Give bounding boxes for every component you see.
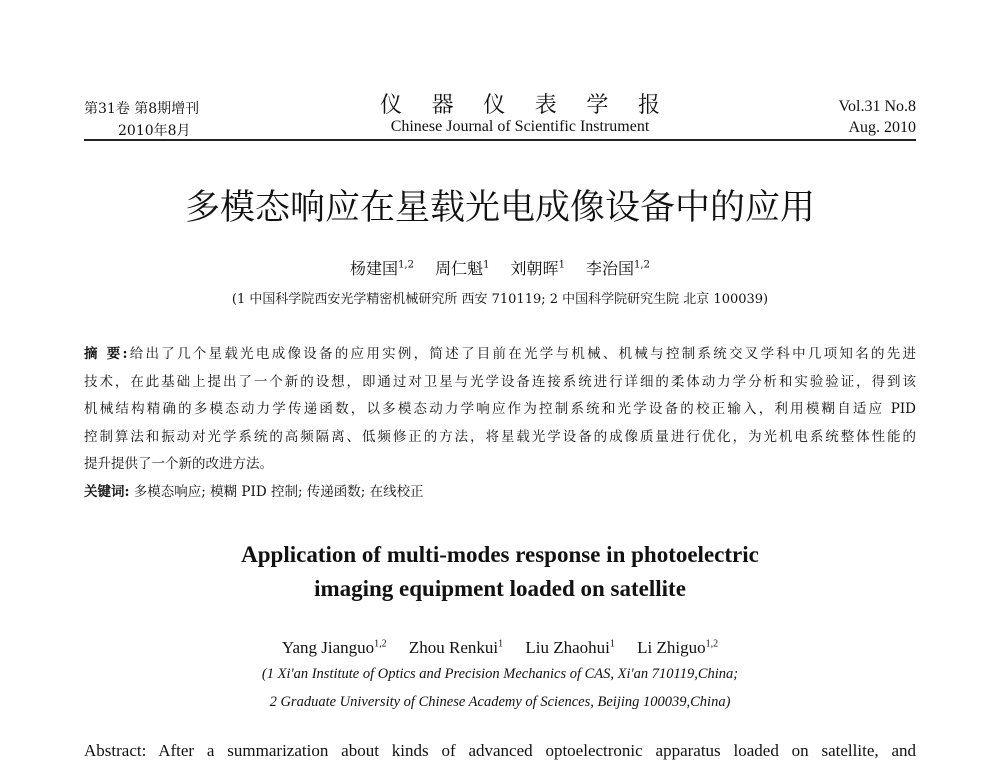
journal-title-en: Chinese Journal of Scientific Instrument [390, 118, 650, 135]
affiliation-cn: (1 中国科学院西安光学精密机械研究所 西安 710119; 2 中国科学院研究生院 北京 100039) [231, 292, 769, 307]
journal-char: 仪 [380, 93, 403, 118]
authors-cn [0, 256, 1000, 279]
author: Yang Jianguo$^{1,2}$ [281, 638, 387, 657]
volume-issue: 第31卷 第8期增刊 [84, 101, 200, 117]
volume-en: Vol.31 No.8 [838, 98, 916, 115]
authors-en [0, 638, 1000, 658]
author: Li Zhiguo$^{1,2}$ [637, 638, 719, 657]
header-rule [84, 139, 916, 141]
keywords-label: 关键词: [84, 484, 130, 500]
journal-char: 学 [586, 93, 609, 118]
author: 刘朝晖$^1$ [510, 259, 565, 278]
paper-title-cn: 多模态响应在星载光电成像设备中的应用 [184, 188, 815, 228]
abstract-cn-line: 机械结构精确的多模态动力学传递函数，以多模态动力学响应作为控制系统和光学设备的校正输入，利用模糊自适应 PID [84, 401, 916, 417]
author: Zhou Renkui$^1$ [408, 638, 504, 657]
date-en: Aug. 2010 [848, 119, 916, 136]
abstract-label: 摘 要: [84, 346, 128, 362]
journal-char: 器 [431, 93, 454, 118]
journal-char: 表 [534, 93, 557, 118]
author: 周仁魁$^1$ [435, 259, 490, 278]
keywords-cn: 关键词: 多模态响应; 模糊 PID 控制; 传递函数; 在线校正 [84, 484, 424, 500]
affiliation-en-line: 2 Graduate University of Chinese Academy of Sciences, Beijing 100039,China) [269, 694, 731, 710]
affiliation-en-line: (1 Xi'an Institute of Optics and Precision Mechanics of CAS, Xi'an 710119,China; [261, 666, 739, 682]
abstract-cn-line: 提升提供了一个新的改进方法。 [84, 456, 273, 472]
abstract-cn-line: 控制算法和振动对光学系统的高频隔离、低频修正的方法，将星载光学设备的成像质量进行优化，为光机电系统整体性能的 [84, 429, 916, 445]
journal-char: 仪 [483, 93, 506, 118]
journal-title-cn [380, 88, 660, 119]
abstract-cn-line: 摘 要:给出了几个星载光电成像设备的应用实例，简述了目前在光学与机械、机械与控制系统交叉学科中几项知名的先进 [84, 346, 917, 362]
paper-title-en-line: imaging equipment loaded on satellite [314, 576, 686, 601]
abstract-en-line: Abstract: After a summarization about kinds of advanced optoelectronic apparatus loaded on satellite, and [84, 741, 916, 760]
journal-char: 报 [637, 93, 660, 118]
abstract-cn-line: 技术，在此基础上提出了一个新的设想，即通过对卫星与光学设备连接系统进行详细的柔体动力学分析和实验验证，得到该 [84, 374, 916, 390]
author: 杨建国$^{1,2}$ [350, 259, 414, 278]
date-cn: 2010年8月 [118, 123, 191, 139]
author: Liu Zhaohui$^1$ [525, 638, 615, 657]
author: 李治国$^{1,2}$ [586, 259, 650, 278]
paper-title-en-line: Application of multi-modes response in photoelectric [241, 542, 759, 567]
